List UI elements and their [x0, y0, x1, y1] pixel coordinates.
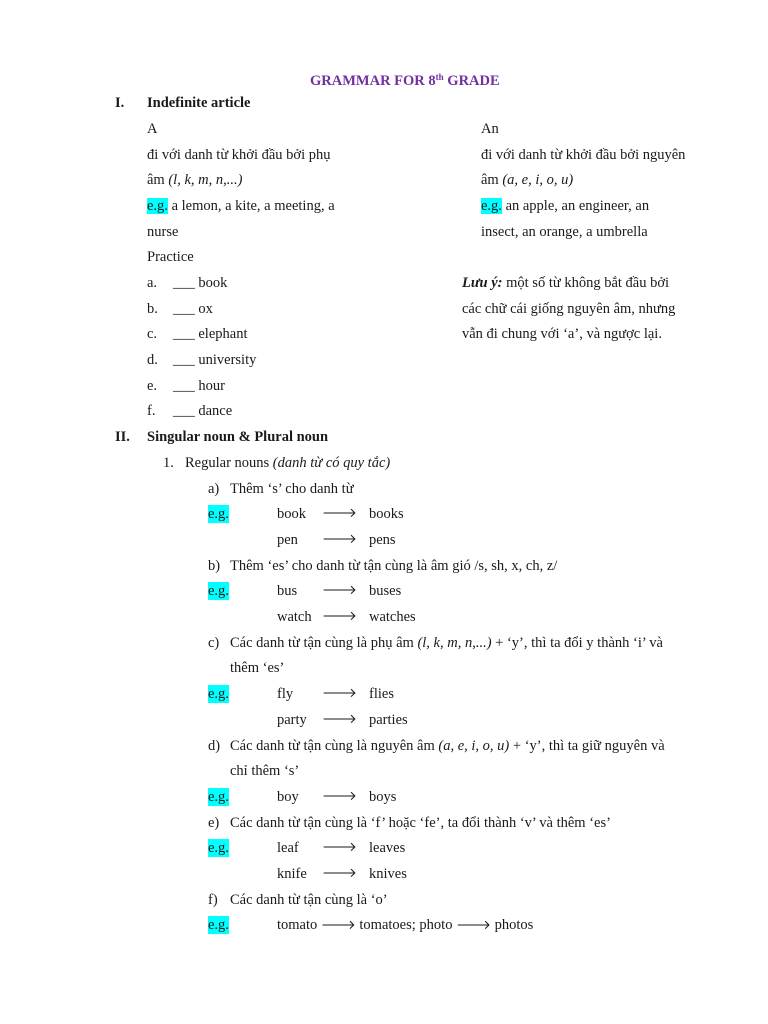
practice-item: ___ elephant	[173, 326, 248, 342]
rule-text	[230, 634, 663, 652]
rule-marker: c)	[208, 635, 220, 651]
example-from: book	[277, 506, 306, 522]
rule-text: Thêm ‘s’ cho danh từ	[230, 481, 354, 497]
arrow-icon: 🡒	[322, 583, 357, 598]
practice-item: ___ book	[173, 275, 228, 291]
article-an-example-line2: insect, an orange, a umbrella	[481, 224, 648, 240]
article-an-example-line1	[481, 197, 649, 215]
example-to: parties	[369, 712, 408, 728]
practice-item-marker: c.	[147, 326, 158, 342]
arrow-icon: 🡒	[320, 918, 356, 933]
note-label: Lưu ý:	[462, 275, 503, 291]
example-to: boys	[369, 789, 397, 805]
example-from: pen	[277, 532, 298, 548]
example-word: photos	[490, 917, 534, 933]
eg-highlight: e.g.	[208, 686, 229, 702]
rule-text-part: + ‘y’, thì ta giữ nguyên và	[509, 738, 665, 754]
article-an-desc-text: âm	[481, 172, 503, 188]
rule-text-part: Các danh từ tận cùng là nguyên âm	[230, 738, 439, 754]
rule-marker: e)	[208, 815, 220, 831]
example-from: watch	[277, 609, 312, 625]
example-word: tomatoes; photo	[355, 917, 457, 933]
eg-highlight: e.g.	[208, 506, 229, 522]
rule-text-continued: thêm ‘es’	[230, 660, 285, 676]
title-prefix: GRAMMAR FOR 8	[310, 73, 436, 89]
title-superscript: th	[435, 72, 444, 82]
example-to: buses	[369, 583, 402, 599]
eg-highlight: e.g.	[208, 840, 229, 856]
example-to: watches	[369, 609, 416, 625]
rule-text-italic: (a, e, i, o, u)	[438, 738, 510, 754]
subsection-title-italic: (danh từ có quy tắc)	[272, 455, 391, 471]
example-to: flies	[369, 686, 394, 702]
arrow-icon: 🡒	[322, 866, 357, 881]
article-an-desc-line2	[481, 171, 573, 189]
example-from: leaf	[277, 840, 299, 856]
arrow-icon: 🡒	[322, 506, 357, 521]
note-line3: vẫn đi chung với ‘a’, và ngược lại.	[462, 326, 662, 342]
practice-item-marker: b.	[147, 301, 158, 317]
article-an-vowels: (a, e, i, o, u)	[502, 172, 574, 188]
rule-marker: a)	[208, 481, 220, 497]
example-from: boy	[277, 789, 299, 805]
article-an-desc-line1: đi với danh từ khởi đầu bởi nguyên	[481, 147, 686, 163]
article-a-example-line1	[147, 197, 335, 215]
practice-item-marker: f.	[147, 403, 156, 419]
subsection-title-text: Regular nouns	[185, 455, 273, 471]
article-an-examples: an apple, an engineer, an	[501, 198, 650, 214]
practice-item: ___ dance	[173, 403, 233, 419]
arrow-icon: 🡒	[322, 840, 357, 855]
practice-item: ___ ox	[173, 301, 213, 317]
rule-marker: f)	[208, 892, 218, 908]
arrow-icon: 🡒	[322, 686, 357, 701]
example-to: knives	[369, 866, 407, 882]
note-text: một số từ không bắt đầu bởi	[502, 275, 670, 291]
arrow-icon: 🡒	[322, 609, 357, 624]
article-an-label: An	[481, 121, 499, 137]
practice-item-marker: d.	[147, 352, 158, 368]
rule-text-continued: chỉ thêm ‘s’	[230, 763, 300, 779]
eg-highlight: e.g.	[147, 198, 168, 214]
rule-text	[230, 737, 665, 755]
example-from: bus	[277, 583, 298, 599]
example-from: knife	[277, 866, 307, 882]
practice-item: ___ university	[173, 352, 257, 368]
rule-text-part: Các danh từ tận cùng là phụ âm	[230, 635, 418, 651]
example-to: books	[369, 506, 404, 522]
arrow-icon: 🡒	[322, 789, 357, 804]
subsection-title	[185, 454, 390, 472]
practice-item-marker: e.	[147, 378, 158, 394]
article-a-desc-line1: đi với danh từ khởi đầu bởi phụ	[147, 147, 331, 163]
arrow-icon: 🡒	[322, 712, 357, 727]
eg-highlight: e.g.	[208, 789, 229, 805]
practice-item: ___ hour	[173, 378, 225, 394]
example-inline	[277, 916, 533, 935]
example-word: tomato	[277, 917, 321, 933]
example-to: pens	[369, 532, 396, 548]
article-a-desc-line2	[147, 171, 242, 189]
example-to: leaves	[369, 840, 406, 856]
eg-highlight: e.g.	[208, 583, 229, 599]
article-a-examples: a lemon, a kite, a meeting, a	[167, 198, 335, 214]
eg-highlight: e.g.	[208, 917, 229, 933]
section-1-heading: Indefinite article	[147, 95, 251, 111]
rule-text: Các danh từ tận cùng là ‘f’ hoặc ‘fe’, ta đổi thành ‘v’ và thêm ‘es’	[230, 815, 611, 831]
example-from: party	[277, 712, 307, 728]
rule-marker: d)	[208, 738, 221, 754]
page-title	[310, 68, 500, 90]
article-a-example-line2: nurse	[147, 224, 179, 240]
article-a-label: A	[147, 121, 158, 137]
section-1-number: I.	[115, 95, 125, 111]
section-2-number: II.	[115, 429, 130, 445]
practice-label: Practice	[147, 249, 194, 265]
rule-text-part: + ‘y’, thì ta đổi y thành ‘i’ và	[491, 635, 663, 651]
rule-marker: b)	[208, 558, 221, 574]
eg-highlight: e.g.	[481, 198, 502, 214]
rule-text: Thêm ‘es’ cho danh từ tận cùng là âm gió /s, sh, x, ch, z/	[230, 558, 558, 574]
example-from: fly	[277, 686, 294, 702]
practice-item-marker: a.	[147, 275, 158, 291]
title-suffix: GRADE	[443, 73, 500, 89]
rule-text: Các danh từ tận cùng là ‘o’	[230, 892, 388, 908]
note-line2: các chữ cái giống nguyên âm, nhưng	[462, 301, 676, 317]
arrow-icon: 🡒	[456, 918, 491, 933]
rule-text-italic: (l, k, m, n,...)	[417, 635, 492, 651]
arrow-icon: 🡒	[322, 532, 357, 547]
section-2-heading: Singular noun & Plural noun	[147, 429, 329, 445]
article-a-consonants: (l, k, m, n,...)	[168, 172, 243, 188]
subsection-number: 1.	[163, 455, 174, 471]
note-line1	[462, 274, 669, 292]
article-a-desc-text: âm	[147, 172, 169, 188]
